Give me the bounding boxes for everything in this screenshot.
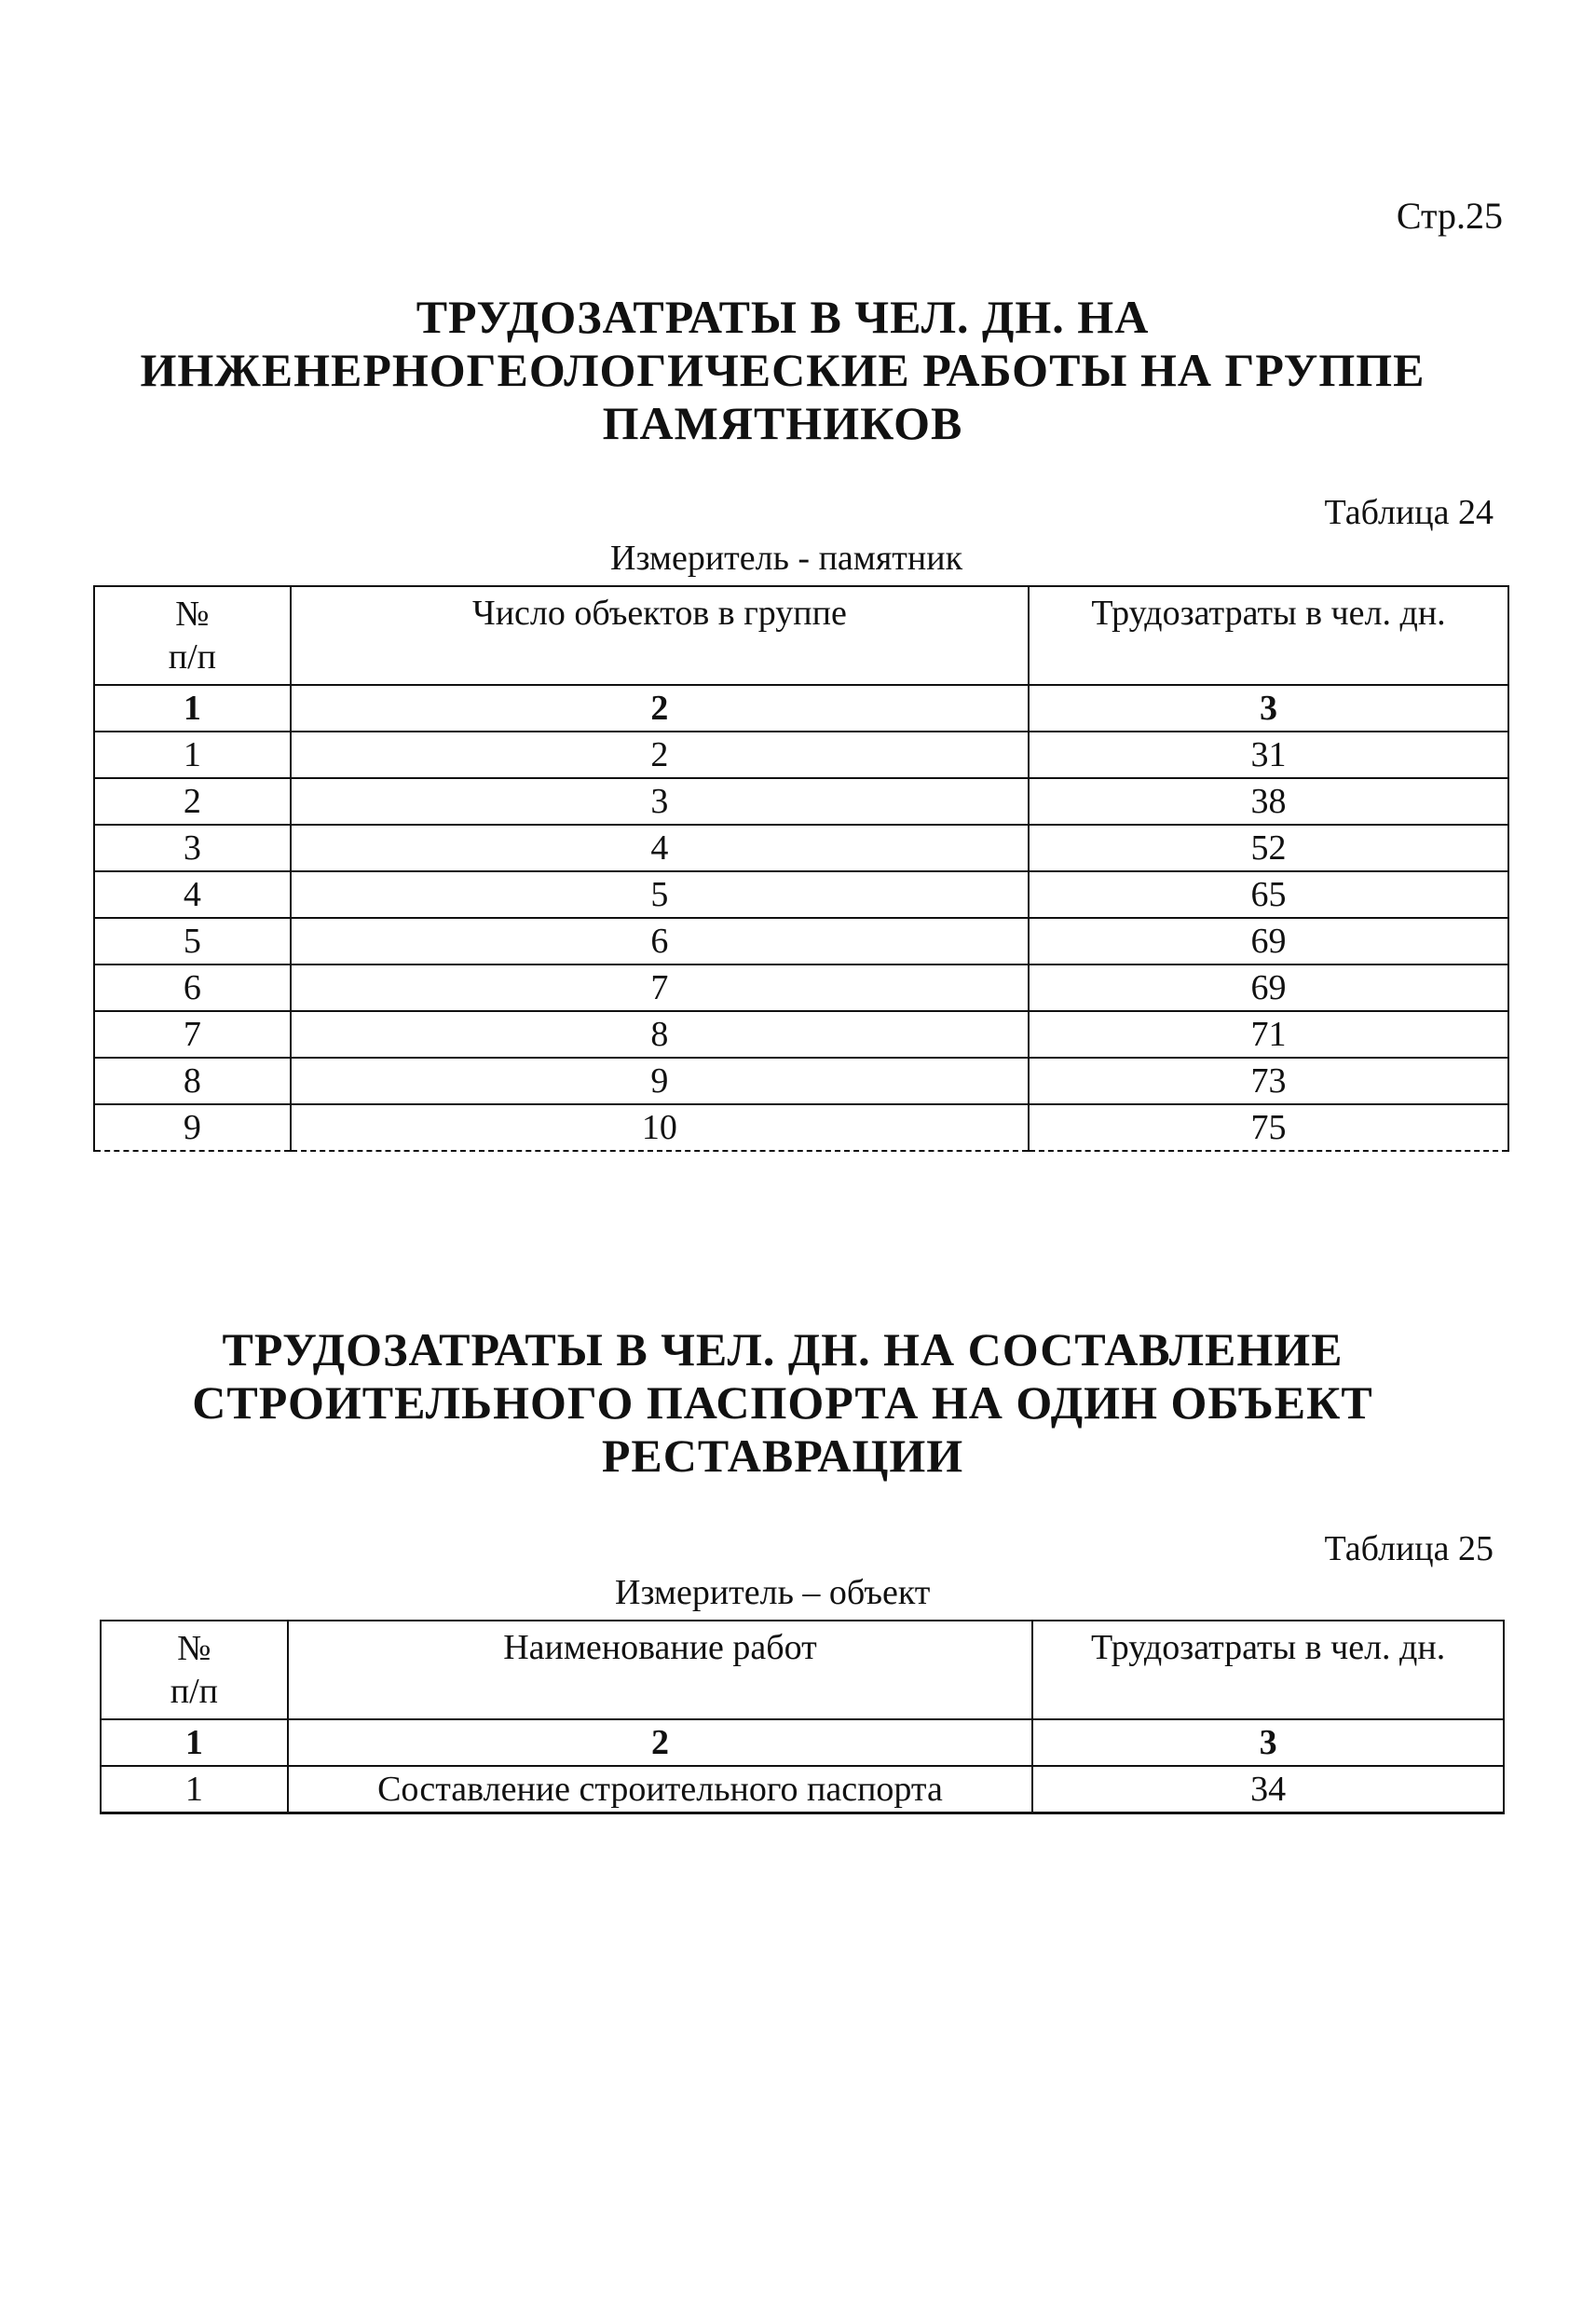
header-num-line2: п/п bbox=[168, 637, 216, 677]
row-cost: 31 bbox=[1029, 732, 1508, 778]
column-index-row bbox=[94, 685, 1508, 732]
table-24 bbox=[93, 585, 1509, 1152]
table-row bbox=[94, 778, 1508, 825]
row-cost: 73 bbox=[1029, 1058, 1508, 1104]
row-num: 1 bbox=[94, 732, 291, 778]
page-number: Стр.25 bbox=[1396, 195, 1503, 237]
header-num-line1: № bbox=[177, 1629, 211, 1668]
row-cost: 69 bbox=[1029, 964, 1508, 1011]
table-25 bbox=[100, 1620, 1505, 1814]
row-count: 5 bbox=[291, 871, 1029, 918]
row-count: 6 bbox=[291, 918, 1029, 964]
row-count: 3 bbox=[291, 778, 1029, 825]
header-cost: Трудозатраты в чел. дн. bbox=[1029, 586, 1508, 685]
column-index-cell: 1 bbox=[94, 685, 291, 732]
section-2-title-line: РЕСТАВРАЦИИ bbox=[601, 1430, 964, 1482]
header-num bbox=[94, 586, 291, 685]
row-count: 9 bbox=[291, 1058, 1029, 1104]
table-25-meter: Измеритель – объект bbox=[615, 1573, 931, 1612]
column-index-cell: 2 bbox=[288, 1719, 1033, 1766]
table-header-row bbox=[94, 586, 1508, 685]
row-num: 2 bbox=[94, 778, 291, 825]
table-row bbox=[94, 1058, 1508, 1104]
header-count: Число объектов в группе bbox=[291, 586, 1029, 685]
header-cost: Трудозатраты в чел. дн. bbox=[1032, 1621, 1504, 1719]
row-cost: 69 bbox=[1029, 918, 1508, 964]
table-row bbox=[94, 964, 1508, 1011]
row-num: 5 bbox=[94, 918, 291, 964]
table-24-label: Таблица 24 bbox=[1324, 493, 1494, 532]
row-cost: 65 bbox=[1029, 871, 1508, 918]
column-index-cell: 3 bbox=[1029, 685, 1508, 732]
row-count: 10 bbox=[291, 1104, 1029, 1151]
column-index-cell: 2 bbox=[291, 685, 1029, 732]
table-row bbox=[94, 918, 1508, 964]
row-work: Составление строительного паспорта bbox=[288, 1766, 1033, 1813]
column-index-row bbox=[101, 1719, 1504, 1766]
header-num bbox=[101, 1621, 288, 1719]
column-index-cell: 1 bbox=[101, 1719, 288, 1766]
row-cost: 75 bbox=[1029, 1104, 1508, 1151]
table-header-row bbox=[101, 1621, 1504, 1719]
table-row bbox=[94, 825, 1508, 871]
row-count: 8 bbox=[291, 1011, 1029, 1058]
row-num: 1 bbox=[101, 1766, 288, 1813]
table-row bbox=[101, 1766, 1504, 1813]
table-row bbox=[94, 871, 1508, 918]
row-num: 6 bbox=[94, 964, 291, 1011]
row-count: 2 bbox=[291, 732, 1029, 778]
table-row bbox=[94, 1104, 1508, 1151]
section-1-title-line: ИНЖЕНЕРНОГЕОЛОГИЧЕСКИЕ РАБОТЫ НА ГРУППЕ bbox=[140, 344, 1425, 396]
row-num: 4 bbox=[94, 871, 291, 918]
row-num: 8 bbox=[94, 1058, 291, 1104]
row-num: 9 bbox=[94, 1104, 291, 1151]
row-count: 7 bbox=[291, 964, 1029, 1011]
header-num-line1: № bbox=[175, 595, 210, 634]
section-1-title-line: ТРУДОЗАТРАТЫ В ЧЕЛ. ДН. НА bbox=[416, 291, 1150, 343]
column-index-cell: 3 bbox=[1032, 1719, 1504, 1766]
row-num: 3 bbox=[94, 825, 291, 871]
section-1-title bbox=[93, 291, 1472, 450]
row-cost: 71 bbox=[1029, 1011, 1508, 1058]
row-cost: 52 bbox=[1029, 825, 1508, 871]
header-work: Наименование работ bbox=[288, 1621, 1033, 1719]
row-cost: 34 bbox=[1032, 1766, 1504, 1813]
table-row bbox=[94, 1011, 1508, 1058]
section-2-title-line: СТРОИТЕЛЬНОГО ПАСПОРТА НА ОДИН ОБЪЕКТ bbox=[192, 1376, 1373, 1429]
table-24-meter: Измеритель - памятник bbox=[610, 539, 963, 578]
row-num: 7 bbox=[94, 1011, 291, 1058]
table-row bbox=[94, 732, 1508, 778]
section-2-title bbox=[93, 1323, 1472, 1483]
header-num-line2: п/п bbox=[170, 1672, 218, 1711]
row-cost: 38 bbox=[1029, 778, 1508, 825]
table-25-label: Таблица 25 bbox=[1324, 1529, 1494, 1568]
row-count: 4 bbox=[291, 825, 1029, 871]
section-1-title-line: ПАМЯТНИКОВ bbox=[602, 397, 963, 449]
section-2-title-line: ТРУДОЗАТРАТЫ В ЧЕЛ. ДН. НА СОСТАВЛЕНИЕ bbox=[222, 1323, 1344, 1375]
